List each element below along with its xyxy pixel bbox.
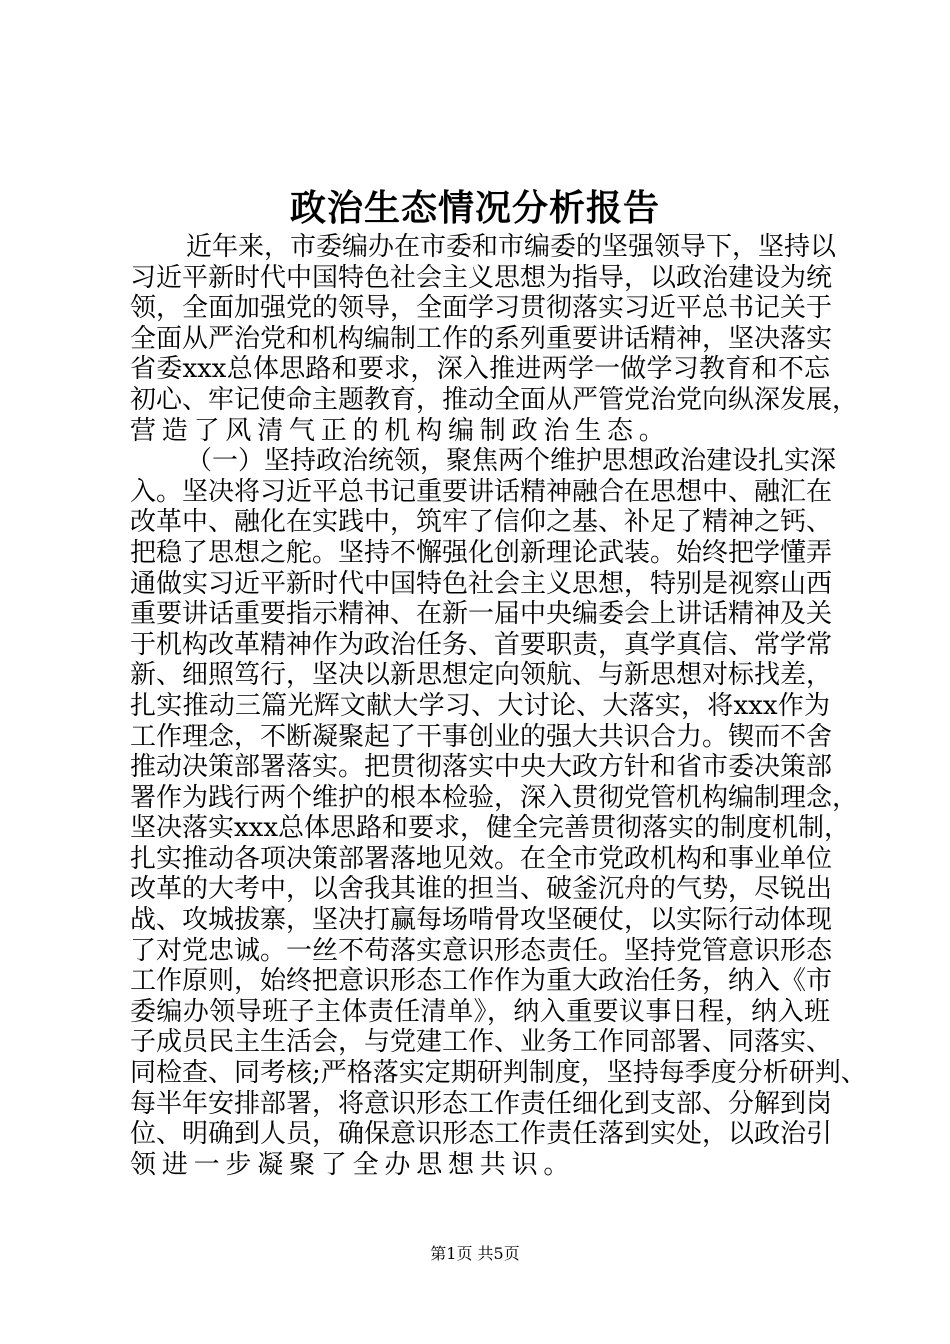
text-line: 扎实推动各项决策部署落地见效。在全市党政机构和事业单位 [130, 843, 833, 874]
text-line: 新、细照笃行，坚决以新思想定向领航、与新思想对标找差， [130, 660, 833, 691]
text-line: 领进一步凝聚了全办思想共识。 [130, 1149, 576, 1180]
text-line: 署作为践行两个维护的根本检验，深入贯彻党管机构编制理念， [130, 782, 859, 813]
text-line: 战、攻城拔寨，坚决打赢每场啃骨攻坚硬仗，以实际行动体现 [130, 905, 833, 936]
text-line: 工作理念，不断凝聚起了干事创业的强大共识合力。锲而不舍 [130, 721, 833, 752]
text-line: 改革中、融化在实践中，筑牢了信仰之基、补足了精神之钙、 [130, 507, 833, 538]
text-line: 省委xxx总体思路和要求，深入推进两学一做学习教育和不忘 [130, 354, 830, 385]
text-line: 工作原则，始终把意识形态工作作为重大政治任务，纳入《市 [130, 966, 833, 997]
text-line: 把稳了思想之舵。坚持不懈强化创新理论武装。始终把学懂弄 [130, 537, 833, 568]
document-title: 政治生态情况分析报告 [289, 187, 660, 229]
text-line: 入。坚决将习近平总书记重要讲话精神融合在思想中、融汇在 [130, 476, 833, 507]
text-line: 习近平新时代中国特色社会主义思想为指导，以政治建设为统 [130, 262, 833, 293]
text-line: （一）坚持政治统领，聚焦两个维护思想政治建设扎实深 [186, 446, 837, 477]
text-line: 领，全面加强党的领导，全面学习贯彻落实习近平总书记关于 [130, 293, 833, 324]
text-line: 初心、牢记使命主题教育，推动全面从严管党治党向纵深发展， [130, 384, 859, 415]
text-line: 了对党忠诚。一丝不苟落实意识形态责任。坚持党管意识形态 [130, 935, 833, 966]
text-line: 位、明确到人员，确保意识形态工作责任落到实处，以政治引 [130, 1119, 833, 1150]
paragraph [130, 446, 867, 1180]
text-line: 委编办领导班子主体责任清单》，纳入重要议事日程，纳入班 [130, 996, 830, 1027]
text-line: 近年来，市委编办在市委和市编委的坚强领导下，坚持以 [186, 232, 837, 262]
text-line: 通做实习近平新时代中国特色社会主义思想，特别是视察山西 [130, 568, 833, 599]
text-line: 全面从严治党和机构编制工作的系列重要讲话精神，坚决落实 [130, 323, 833, 354]
text-line: 同检查、同考核;严格落实定期研判制度，坚持每季度分析研判、 [130, 1058, 867, 1089]
text-line: 子成员民主生活会，与党建工作、业务工作同部署、同落实、 [130, 1027, 833, 1058]
text-line: 改革的大考中，以舍我其谁的担当、破釜沉舟的气势，尽锐出 [130, 874, 833, 905]
text-line: 每半年安排部署，将意识形态工作责任细化到支部、分解到岗 [130, 1088, 833, 1119]
text-line: 于机构改革精神作为政治任务、首要职责，真学真信、常学常 [130, 629, 833, 660]
paragraph [130, 232, 859, 446]
text-line: 营造了风清气正的机构编制政治生态。 [130, 415, 671, 446]
text-line: 坚决落实xxx总体思路和要求，健全完善贯彻落实的制度机制， [130, 813, 850, 844]
page-footer: 第1页 共5页 [430, 1244, 520, 1263]
document-body [130, 232, 867, 1180]
text-line: 重要讲话重要指示精神、在新一届中央编委会上讲话精神及关 [130, 599, 833, 630]
text-line: 扎实推动三篇光辉文献大学习、大讨论、大落实，将xxx作为 [130, 690, 830, 721]
text-line: 推动决策部署落实。把贯彻落实中央大政方针和省市委决策部 [130, 752, 833, 783]
